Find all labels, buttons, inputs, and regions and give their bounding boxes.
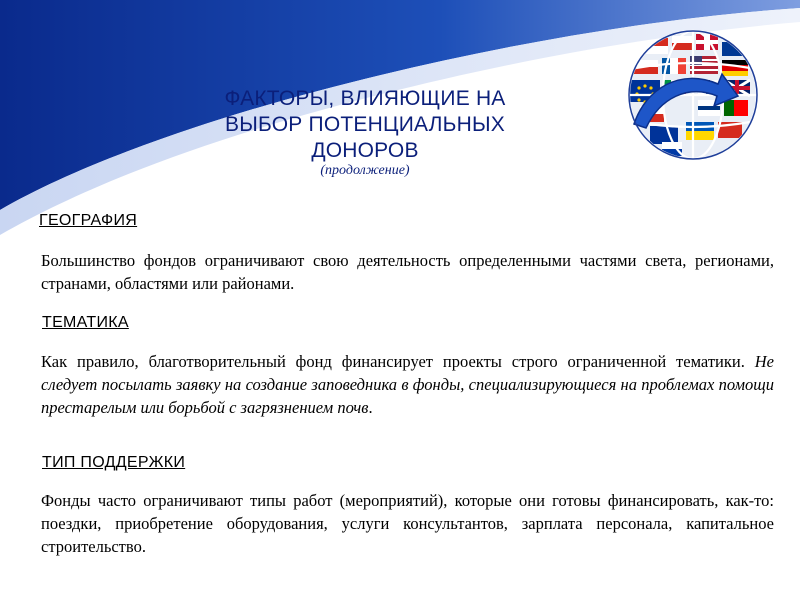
title-block xyxy=(180,86,550,179)
page-title-line-3: ДОНОРОВ xyxy=(311,139,419,162)
globe-flags-icon xyxy=(626,28,760,162)
section-heading-support-type: ТИП ПОДДЕРЖКИ xyxy=(42,454,186,471)
paragraph-topics xyxy=(41,350,774,419)
paragraph-topics-normal: Как правило, благотворительный фонд финансирует проекты строго ограниченной тематики. xyxy=(41,352,755,371)
section-heading-topics: ТЕМАТИКА xyxy=(42,314,129,331)
section-heading-geography: ГЕОГРАФИЯ xyxy=(39,212,138,229)
page-title-line-1: ФАКТОРЫ, ВЛИЯЮЩИЕ НА xyxy=(224,87,506,110)
paragraph-geography: Большинство фондов ограничивают свою деятельность определенными частями света, регионами, странами, областями или районами. xyxy=(41,251,774,293)
paragraph-topics-italic: Не следует посылать заявку на создание заповедника в фонды, специализирующиеся на проблемах помощи престарелым или борьбой с загрязнением почв xyxy=(41,352,774,417)
page-title-line-2: ВЫБОР ПОТЕНЦИАЛЬНЫХ xyxy=(225,113,505,136)
page-subtitle: (продолжение) xyxy=(320,163,410,178)
paragraph-support-type: Фонды часто ограничивают типы работ (мероприятий), которые они готовы финансировать, как-то: поездки, приобретение оборудования, услуги консультантов, зарплата персонала, капитальное строительство. xyxy=(41,491,774,556)
paragraph-topics-end: . xyxy=(368,398,373,417)
